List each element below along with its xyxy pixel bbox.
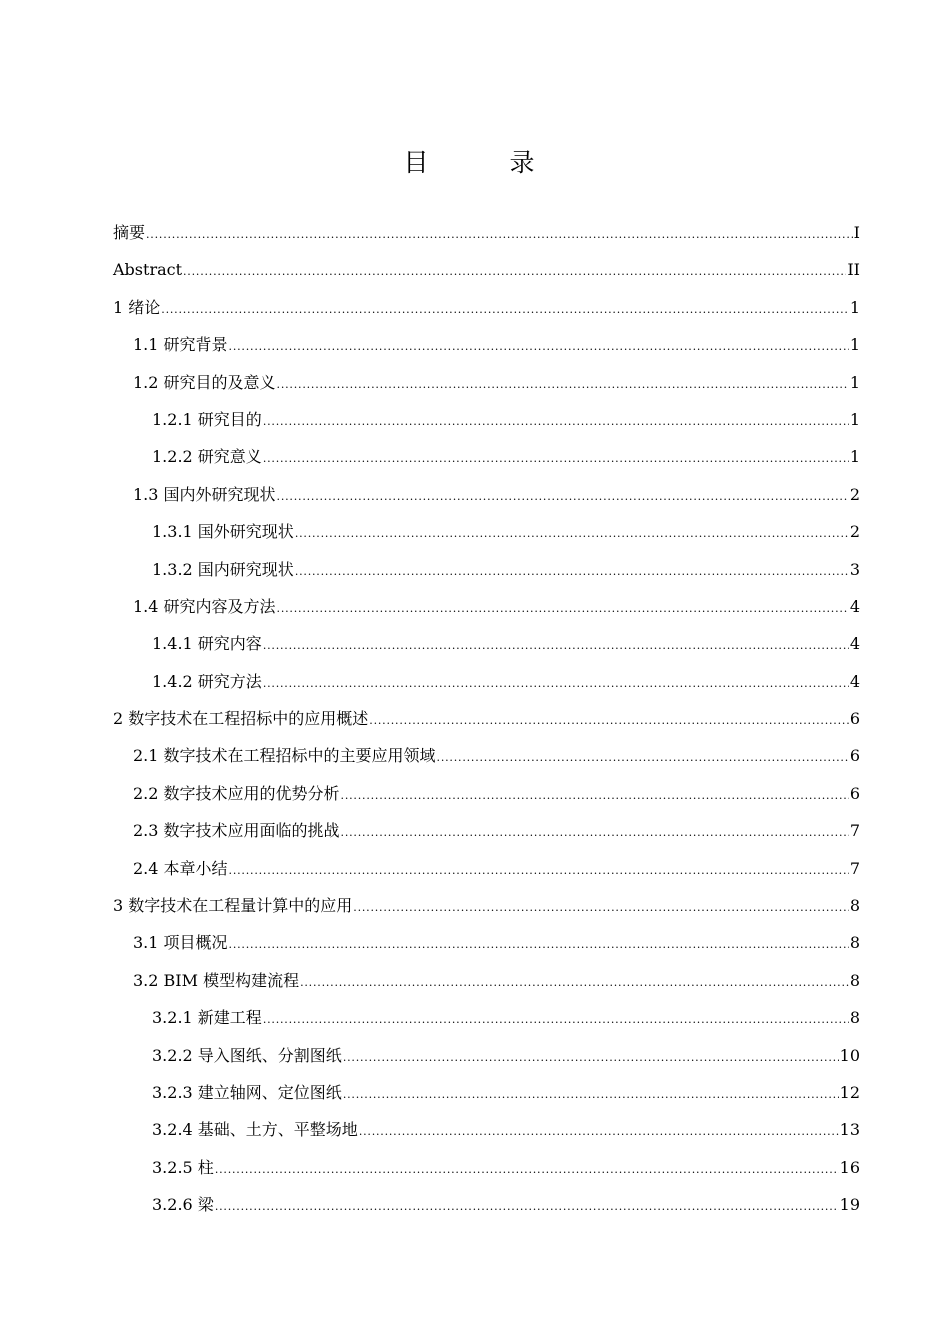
toc-entry-page-number: 1	[849, 297, 860, 317]
toc-dot-leader	[263, 663, 849, 702]
toc-entry[interactable]	[113, 1111, 860, 1148]
toc-dot-leader	[183, 251, 846, 290]
toc-entry-page-number: 7	[849, 821, 860, 841]
toc-entry-label: 1.3 国内外研究现状	[133, 484, 276, 504]
toc-entry-label: 3.2 BIM 模型构建流程	[133, 970, 300, 990]
toc-entry[interactable]	[113, 364, 860, 401]
toc-entry-page-number: 13	[839, 1120, 860, 1140]
toc-entry-page-number: 1	[849, 372, 860, 392]
toc-dot-leader	[341, 812, 849, 851]
toc-entry-label: 3.2.2 导入图纸、分割图纸	[152, 1045, 342, 1065]
toc-entry[interactable]	[113, 476, 860, 513]
toc-dot-leader	[229, 850, 849, 889]
toc-dot-leader	[263, 438, 849, 477]
toc-entry-page-number: 6	[849, 709, 860, 729]
toc-entry-label: 2.1 数字技术在工程招标中的主要应用领域	[133, 746, 436, 766]
toc-entry[interactable]	[113, 999, 860, 1036]
toc-entry[interactable]	[113, 438, 860, 475]
toc-entry-label: 1.4.2 研究方法	[152, 671, 262, 691]
toc-entry-page-number: 12	[839, 1082, 860, 1102]
toc-entry-label: 1.4.1 研究内容	[152, 634, 262, 654]
toc-entry[interactable]	[113, 1149, 860, 1186]
toc-entry-page-number: 6	[849, 783, 860, 803]
toc-entry[interactable]	[113, 513, 860, 550]
toc-dot-leader	[295, 551, 849, 590]
toc-dot-leader	[229, 924, 849, 963]
page-title: 目 录	[403, 148, 563, 177]
toc-entry-label: 1.2.1 研究目的	[152, 409, 262, 429]
toc-entry-label: 1.2 研究目的及意义	[133, 372, 276, 392]
toc-entry-page-number: 7	[849, 858, 860, 878]
toc-entry-page-number: 19	[839, 1195, 860, 1215]
toc-entry-label: 1.1 研究背景	[133, 335, 228, 355]
toc-dot-leader	[369, 700, 849, 739]
toc-entry[interactable]	[113, 663, 860, 700]
toc-dot-leader	[263, 625, 849, 664]
toc-dot-leader	[343, 1074, 839, 1113]
toc-dot-leader	[146, 214, 853, 253]
toc-entry-label: 2.2 数字技术应用的优势分析	[133, 783, 340, 803]
toc-dot-leader	[229, 326, 849, 365]
toc-entry-page-number: 10	[839, 1045, 860, 1065]
toc-entry-page-number: 1	[849, 447, 860, 467]
toc-entry[interactable]	[113, 289, 860, 326]
toc-entry-label: Abstract	[113, 260, 183, 280]
toc-dot-leader	[215, 1149, 839, 1188]
toc-entry-page-number: 4	[849, 634, 860, 654]
toc-entry[interactable]	[113, 326, 860, 363]
toc-entry-label: 1.3.2 国内研究现状	[152, 559, 294, 579]
toc-entry-page-number: 6	[849, 746, 860, 766]
toc-entry-page-number: 1	[849, 335, 860, 355]
toc-entry[interactable]	[113, 962, 860, 999]
toc-entry-label: 1.3.1 国外研究现状	[152, 522, 294, 542]
toc-entry-label: 3.2.3 建立轴网、定位图纸	[152, 1082, 342, 1102]
toc-entry-label: 3.1 项目概况	[133, 933, 228, 953]
toc-entry-label: 2.3 数字技术应用面临的挑战	[133, 821, 340, 841]
toc-entry-page-number: 4	[849, 671, 860, 691]
toc-entry-page-number: 2	[849, 522, 860, 542]
table-of-contents	[113, 214, 860, 1224]
toc-entry[interactable]	[113, 924, 860, 961]
toc-dot-leader	[263, 999, 849, 1038]
toc-dot-leader	[353, 887, 849, 926]
toc-entry-label: 3.2.5 柱	[152, 1157, 214, 1177]
toc-entry[interactable]	[113, 625, 860, 662]
toc-entry[interactable]	[113, 1186, 860, 1223]
toc-dot-leader	[277, 588, 849, 627]
toc-dot-leader	[343, 1037, 839, 1076]
toc-entry-page-number: 8	[849, 970, 860, 990]
toc-entry[interactable]	[113, 700, 860, 737]
toc-entry-page-number: 16	[839, 1157, 860, 1177]
toc-entry-label: 2.4 本章小结	[133, 858, 228, 878]
toc-entry-page-number: I	[853, 223, 860, 242]
toc-dot-leader	[263, 401, 849, 440]
toc-entry-page-number: 8	[849, 896, 860, 916]
toc-entry[interactable]	[113, 1074, 860, 1111]
toc-dot-leader	[295, 513, 849, 552]
toc-dot-leader	[437, 737, 849, 776]
toc-entry-page-number: 4	[849, 596, 860, 616]
toc-entry[interactable]	[113, 850, 860, 887]
toc-entry-page-number: 1	[849, 409, 860, 429]
toc-entry-page-number: 8	[849, 933, 860, 953]
toc-entry-page-number: 3	[849, 559, 860, 579]
toc-dot-leader	[300, 962, 849, 1001]
toc-entry-label: 摘要	[113, 223, 146, 242]
toc-entry[interactable]	[113, 588, 860, 625]
toc-dot-leader	[161, 289, 849, 328]
toc-entry-label: 2 数字技术在工程招标中的应用概述	[113, 709, 369, 729]
toc-entry[interactable]	[113, 775, 860, 812]
toc-entry[interactable]	[113, 887, 860, 924]
toc-entry-label: 3.2.6 梁	[152, 1195, 214, 1215]
toc-entry-label: 3 数字技术在工程量计算中的应用	[113, 896, 353, 916]
toc-entry-label: 3.2.4 基础、土方、平整场地	[152, 1120, 358, 1140]
toc-dot-leader	[341, 775, 849, 814]
toc-entry[interactable]	[113, 1037, 860, 1074]
toc-entry[interactable]	[113, 214, 860, 251]
toc-entry[interactable]	[113, 551, 860, 588]
toc-entry-label: 1.4 研究内容及方法	[133, 596, 276, 616]
toc-entry[interactable]	[113, 812, 860, 849]
toc-entry-label: 1.2.2 研究意义	[152, 447, 262, 467]
toc-dot-leader	[277, 364, 849, 403]
toc-entry[interactable]	[113, 737, 860, 774]
toc-entry-page-number: 8	[849, 1008, 860, 1028]
toc-entry-label: 1 绪论	[113, 297, 161, 317]
toc-dot-leader	[277, 476, 849, 515]
toc-dot-leader	[359, 1111, 839, 1150]
toc-dot-leader	[215, 1186, 839, 1225]
toc-entry-page-number: 2	[849, 484, 860, 504]
toc-entry-page-number: II	[847, 260, 860, 280]
toc-entry[interactable]	[113, 401, 860, 438]
toc-entry[interactable]	[113, 251, 860, 288]
toc-entry-label: 3.2.1 新建工程	[152, 1008, 262, 1028]
